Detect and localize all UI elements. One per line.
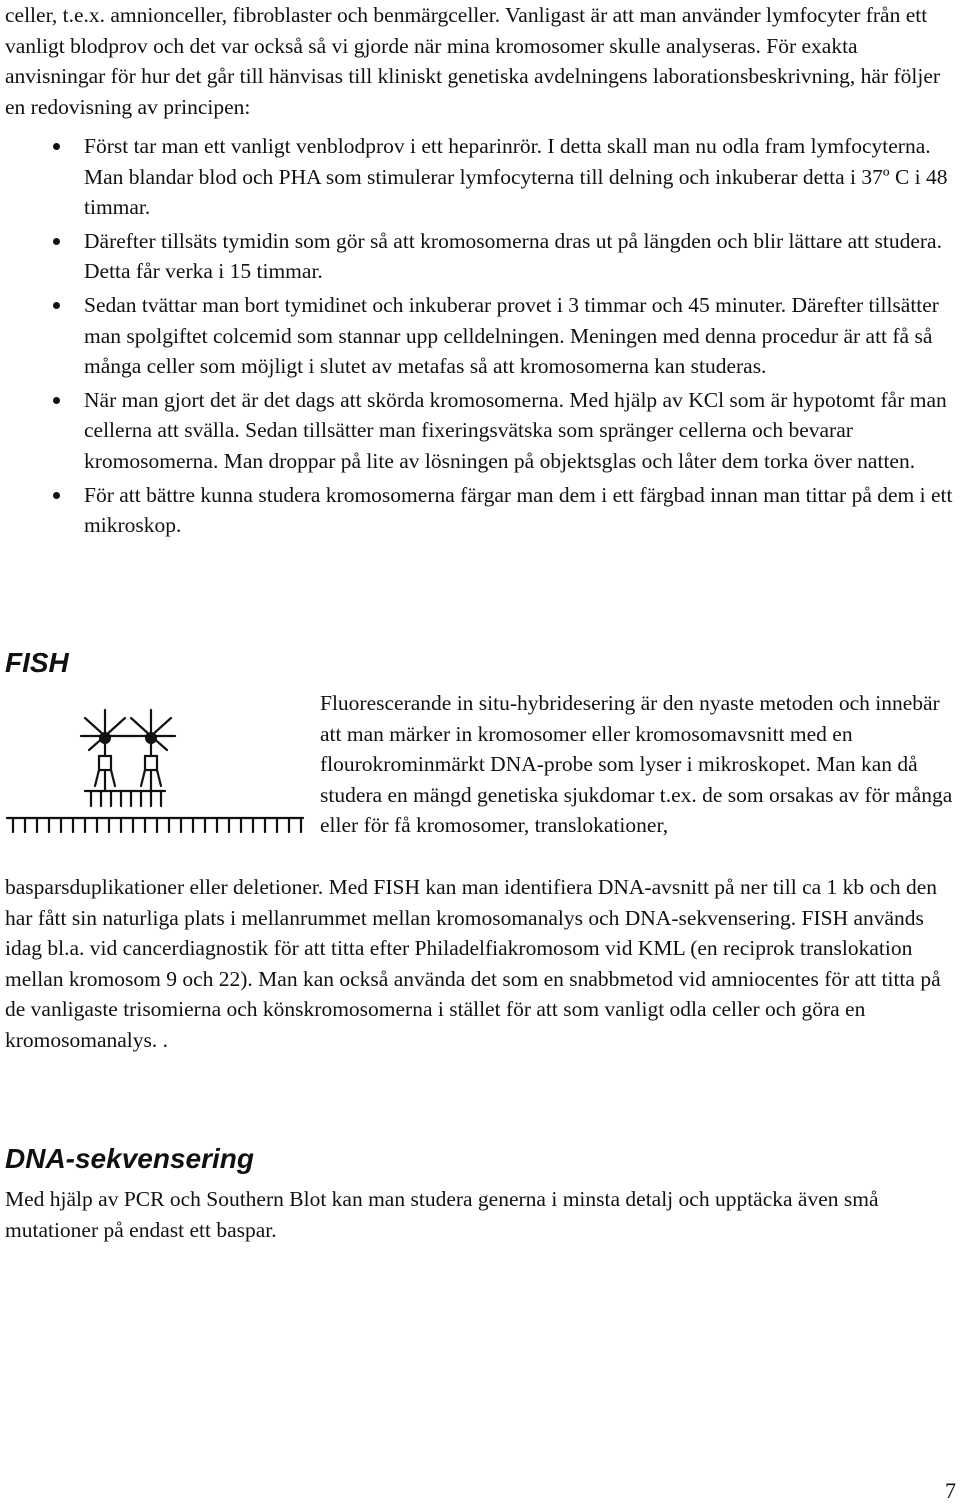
- fish-paragraph-beside-figure: Fluorescerande in situ-hybridesering är den nyaste metoden och innebär att man märker in kromosomer eller kromosomavsnitt med en flourokrominmärkt DNA-probe som lyser i mikroskopet. Man kan då studera en mängd genetiska sjukdomar t.ex. de som orsakas av för många eller för få kromosomer, translokationer,: [320, 691, 953, 838]
- bullet-icon: [53, 302, 60, 309]
- procedure-steps-list: [0, 131, 955, 544]
- list-item: [0, 131, 955, 223]
- fish-heading: FISH: [5, 647, 69, 678]
- bullet-icon: [53, 492, 60, 499]
- dna-sequencing-heading: DNA-sekvensering: [5, 1143, 254, 1174]
- fish-paragraph-continued: basparsduplikationer eller deletioner. Med FISH kan man identifiera DNA-avsnitt på ner till ca 1 kb och den har fått sin naturliga plats i mellanrummet mellan kromosomanalys och DNA-sekvensering. FISH används idag bl.a. vid cancerdiagnostik för att titta efter Philadelfiakromosom vid KML (en reciprok translokation mellan kromosom 9 och 22). Man kan också använda det som en snabbmetod vid amniocentes för att titta på de vanligaste trisomierna och könskromosomerna i stället för att som vanligt odla celler och göra en kromosomanalys. .: [5, 875, 941, 1052]
- intro-paragraph: celler, t.e.x. amnionceller, fibroblaster och benmärgceller. Vanligast är att man använder lymfocyter från ett vanligt blodprov och det var också så vi gjorde när mina kromosomer skulle analyseras. För exakta anvisningar för hur det går till hänvisas till kliniskt genetiska avdelningens laborationsbeskrivning, här följer en redovisning av principen:: [5, 3, 941, 119]
- step-text: Sedan tvättar man bort tymidinet och inkuberar provet i 3 timmar och 45 minuter. Därefter tillsätter man spolgiftet colcemid som stannar upp celldelningen. Meningen med denna procedur är att få så många celler som möjligt i slutet av metafas så att kromosomerna kan studeras.: [84, 292, 939, 379]
- list-item: [0, 385, 955, 477]
- bullet-icon: [53, 238, 60, 245]
- fish-probe-illustration-icon: [5, 706, 305, 836]
- bullet-icon: [53, 143, 60, 150]
- step-text: Därefter tillsäts tymidin som gör så att kromosomerna dras ut på längden och blir lättare att studera. Detta får verka i 15 timmar.: [84, 228, 942, 284]
- step-text: Först tar man ett vanligt venblodprov i ett heparinrör. I detta skall man nu odla fram lymfocyterna. Man blandar blod och PHA som stimulerar lymfocyterna till delning och inkuberar detta i 37º C i 48 timmar.: [84, 134, 948, 220]
- step-text: För att bättre kunna studera kromosomerna färgar man dem i ett färgbad innan man tittar på dem i ett mikroskop.: [84, 482, 953, 538]
- bullet-icon: [53, 397, 60, 404]
- list-item: [0, 290, 955, 382]
- list-item: [0, 480, 955, 541]
- dna-sequencing-paragraph: Med hjälp av PCR och Southern Blot kan man studera generna i minsta detalj och upptäcka även små mutationer på endast ett baspar.: [5, 1187, 879, 1242]
- step-text: När man gjort det är det dags att skörda kromosomerna. Med hjälp av KCl som är hypotomt får man cellerna att svälla. Sedan tillsätter man fixeringsvätska som spränger cellerna och bevarar kromosomerna. Man droppar på lite av lösningen på objektsglas och låter dem torka över natten.: [84, 387, 947, 473]
- page-number: 7: [945, 1478, 956, 1503]
- list-item: [0, 226, 955, 287]
